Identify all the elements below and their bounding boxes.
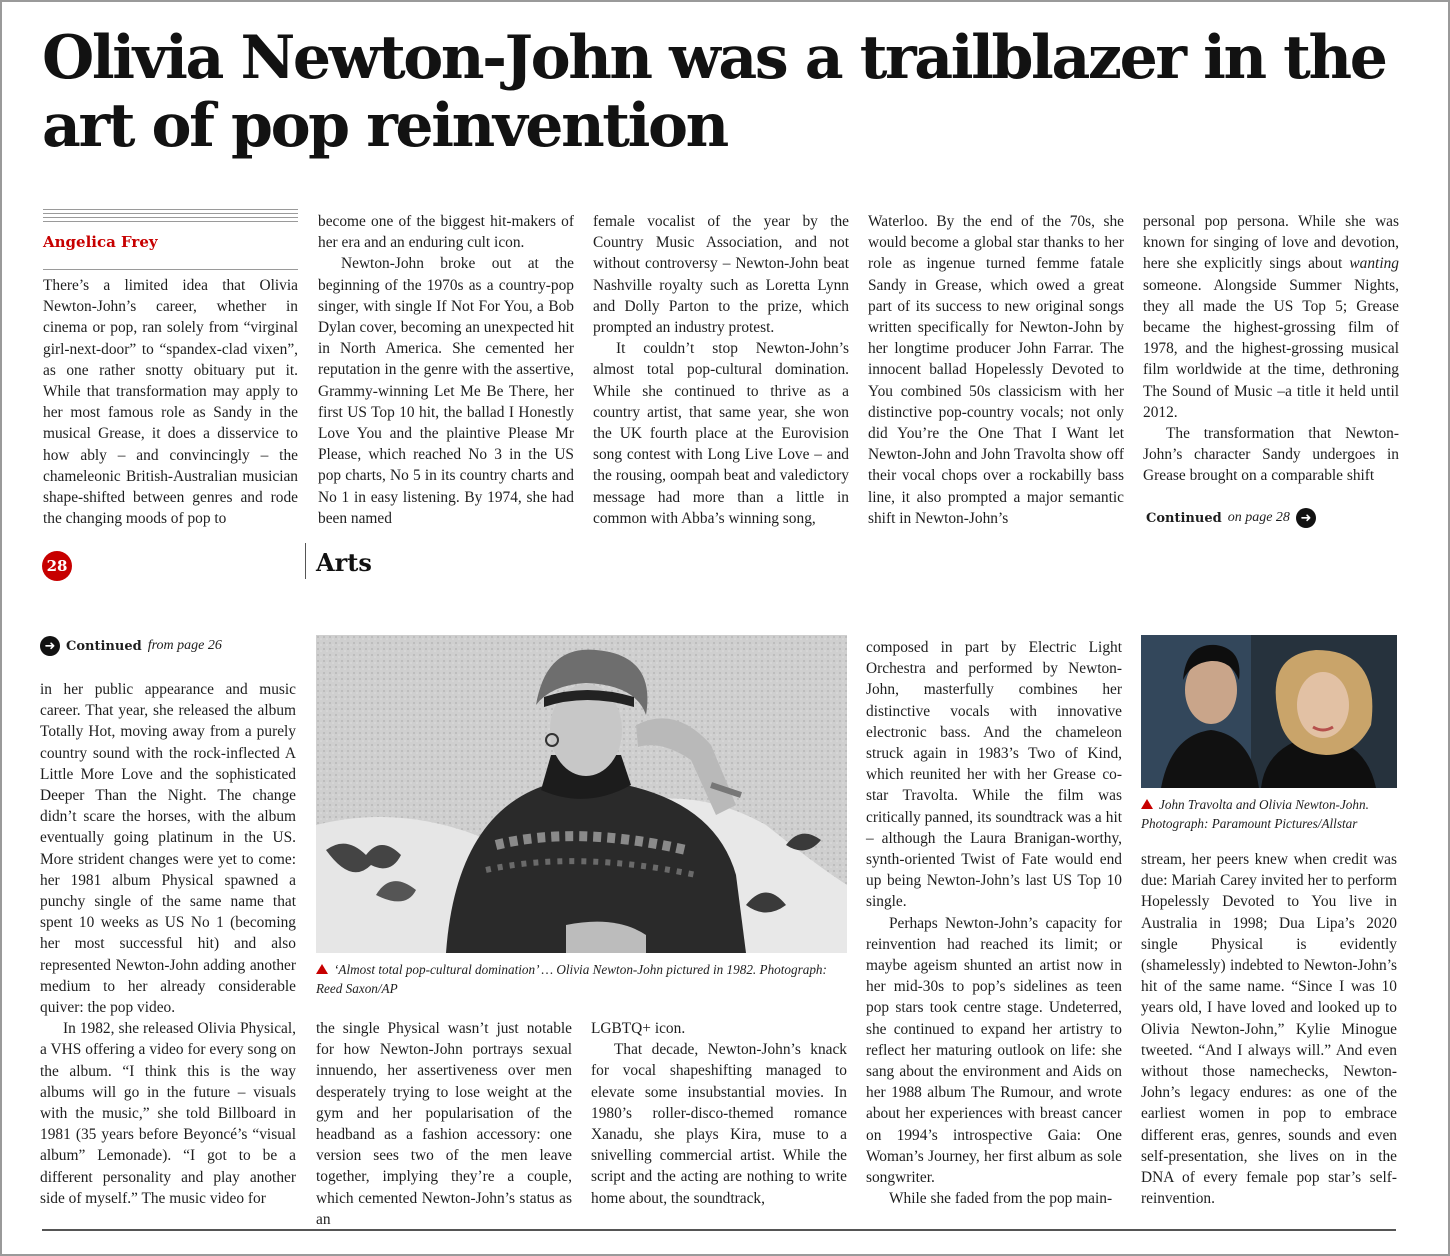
- paragraph: LGBTQ+ icon.: [591, 1020, 686, 1037]
- paragraph: composed in part by Electric Light Orchestra and performed by Newton-John, masterfully combines her distinctive vocals with innovative electronic bass. And the chameleon struck again in 1983’s Two of Kind, which reunited her with her Grease co-star Travolta. While the film was critically panned, its soundtrack was a hit – although the Laura Branigan-worthy, synth-oriented Twist of Fate would end up being Newton-John’s last US Top 10 single.: [866, 639, 1122, 911]
- paragraph: stream, her peers knew when credit was due: Mariah Carey invited her to perform Hopelessly Devoted to You live in Australia in 1998; Dua Lipa’s 2020 single Physical is evidently (shamelessly) indebted to Newton-John’s hit of the same name. “Since I was 10 years old, I have loved and looked up to Olivia Newton-John,” Kylie Minogue tweeted. “And I always will.” And even without those namechecks, Newton-John’s legacy endures: as one of the earliest women in pop to embrace different eras, genres, sounds and even self-presentation, she lives on in the DNA of every female pop star’s self-reinvention.: [1141, 851, 1397, 1208]
- paragraph: in her public appearance and music career. That year, she released the album Totally Hot, moving away from a purely country sound with the rock-inflected A Little More Love and the sophisticated Deeper Than the Night. The change didn’t scare the horses, with the album eventually going platinum in the US. More strident changes were yet to come: her 1981 album Physical spawned a punchy single of the same name that spent 10 weeks as US No 1 (becoming her most successful hit) and also represented Newton-John adding another medium to her already considerable quiver: the pop video.: [40, 681, 296, 1017]
- paragraph: become one of the biggest hit-makers of her era and an enduring cult icon.: [318, 213, 574, 252]
- paragraph: Newton-John broke out at the beginning of the 1970s as a country-pop singer, with single If Not For You, a Bob Dylan cover, becoming an unexpected hit in North America. She cemented her reputation in the genre with the assertive, Grammy-winning Let Me Be There, her first US Top 10 hit, the ballad I Honestly Love You and the plaintive Please Mr Please, which reached No 3 in the US pop charts, No 5 in its country charts and No 1 in easy listening. By 1974, she had been named: [318, 255, 574, 527]
- paragraph: the single Physical wasn’t just notable for how Newton-John portrays sexual innuendo, her assertiveness over men desperately trying to lose weight at the gym and her popularisation of the headband as a fashion accessory: one version sees two of the men leave together, implying they’re a couple, which cemented Newton-John’s status as an: [316, 1020, 572, 1228]
- paragraph: There’s a limited idea that Olivia Newton-John’s career, whether in cinema or pop, ran solely from “virginal girl-next-door” to “spandex-clad vixen”, as one rather snotty obituary put it. While that transformation may apply to her most famous role as Sandy in the musical Grease, it does a disservice to how ably – and convincingly – the chameleonic British-Australian musician shape-shifted between genres and rode the changing moods of pop to: [43, 277, 298, 528]
- grease-photo-caption: John Travolta and Olivia Newton-John. Photograph: Paramount Pictures/Allstar: [1141, 797, 1369, 831]
- top-column-1: [43, 275, 298, 529]
- section-divider: [305, 543, 306, 579]
- paragraph: Perhaps Newton-John’s capacity for reinvention had reached its limit; or maybe ageism shunted an artist now in her mid-30s to pop’s sidelines as teen pop stars took centre stage. Undeterred, she continued to expand her artistry to reflect her maturing outlook on life: she sang about the environment and Aids on her 1988 album The Rumour, and wrote about her experiences with breast cancer on 1994’s introspective Gaia: One Woman’s Journey, her first album as sole songwriter.: [866, 914, 1122, 1187]
- paragraph: While she faded from the pop main-: [889, 1190, 1113, 1208]
- top-column-5: [1143, 211, 1399, 487]
- paragraph: female vocalist of the year by the Country Music Association, and not without controversy – Newton-John beat Nashville royalty such as Loretta Lynn and Dolly Parton to the prize, which prompted an industry protest.: [593, 213, 849, 337]
- footer-rule: [42, 1229, 1396, 1231]
- paragraph: personal pop persona. While she was known for singing of love and devotion, here she explicitly sings about wanting someone. Alongside Summer Nights, they all made the US Top 5; Grease became the highest-grossing film of 1978, and the highest-grossing musical film worldwide at the time, dethroning The Sound of Music –a title it held until 2012.: [1143, 213, 1399, 421]
- continued-from-link[interactable]: ➜ Continued from page 26: [40, 636, 222, 656]
- red-triangle-icon: [1141, 799, 1153, 809]
- arrow-right-circle-icon: ➜: [1296, 508, 1316, 528]
- paragraph: It couldn’t stop Newton-John’s almost total pop-cultural domination. While she continued to thrive as a country artist, that same year, she won the UK fourth place at the Eurovision song contest with Long Live Love – and the rousing, oompah beat and valedictory message had more than a little in common with Abba’s winning song,: [593, 340, 849, 527]
- paragraph: In 1982, she released Olivia Physical, a VHS offering a video for every song on the album. “I think this is the way albums will go in the future – visuals with the music,” she told Billboard in 1981 (35 years before Beyoncé’s “visual album” Lemonade). “I got to be a different personality and play another side of myself.” The music video for: [40, 1020, 296, 1207]
- page-number-badge: 28: [42, 551, 72, 581]
- photo-illustration: [316, 635, 847, 953]
- continued-on-link[interactable]: Continued on page 28 ➜: [1146, 508, 1316, 528]
- bottom-column-3: [591, 1018, 847, 1209]
- top-column-3: [593, 211, 849, 529]
- top-column-4: [868, 211, 1124, 529]
- paragraph: The transformation that Newton-John’s character Sandy undergoes in Grease brought on a comparable shift: [1143, 425, 1399, 485]
- byline-divider: [43, 269, 298, 270]
- headline: Olivia Newton-John was a trailblazer in the art of pop reinvention: [42, 23, 1386, 161]
- bottom-column-1: [40, 679, 296, 1209]
- byline-rules: [43, 209, 298, 223]
- photo-travolta-newton-john: [1141, 635, 1397, 788]
- bottom-column-5: [1141, 849, 1397, 1209]
- section-label: Arts: [316, 548, 372, 577]
- red-triangle-icon: [316, 964, 328, 974]
- bottom-column-4: [866, 637, 1122, 1209]
- paragraph: Waterloo. By the end of the 70s, she would become a global star thanks to her role as ingenue turned femme fatale Sandy in Grease, which owed a great part of its success to new original songs written specifically for Newton-John by her longtime producer John Farrar. The innocent ballad Hopelessly Devoted to You combined 50s classicism with her distinctive pop-country vocals; not only did You’re the One That I Want let Newton-John and John Travolta show off their vocal chops over a rockabilly bass line, it also prompted a major semantic shift in Newton-John’s: [868, 213, 1124, 527]
- paragraph: That decade, Newton-John’s knack for vocal shapeshifting managed to elevate some insubstantial movies. In 1980’s roller-disco-themed romance Xanadu, she plays Kira, muse to a snivelling commercial artist. While the script and the acting are nothing to write home about, the soundtrack,: [591, 1041, 847, 1207]
- photo-olivia-1982: [316, 635, 847, 953]
- photo-illustration: [1141, 635, 1397, 788]
- arrow-right-circle-icon: ➜: [40, 636, 60, 656]
- byline: Angelica Frey: [43, 233, 158, 251]
- photo-caption: ‘Almost total pop-cultural domination’ … Olivia Newton-John pictured in 1982. Photograph: Reed Saxon/AP: [316, 962, 827, 996]
- emphasis: wanting: [1349, 255, 1399, 273]
- top-column-2: [318, 211, 574, 529]
- bottom-column-2: [316, 1018, 572, 1230]
